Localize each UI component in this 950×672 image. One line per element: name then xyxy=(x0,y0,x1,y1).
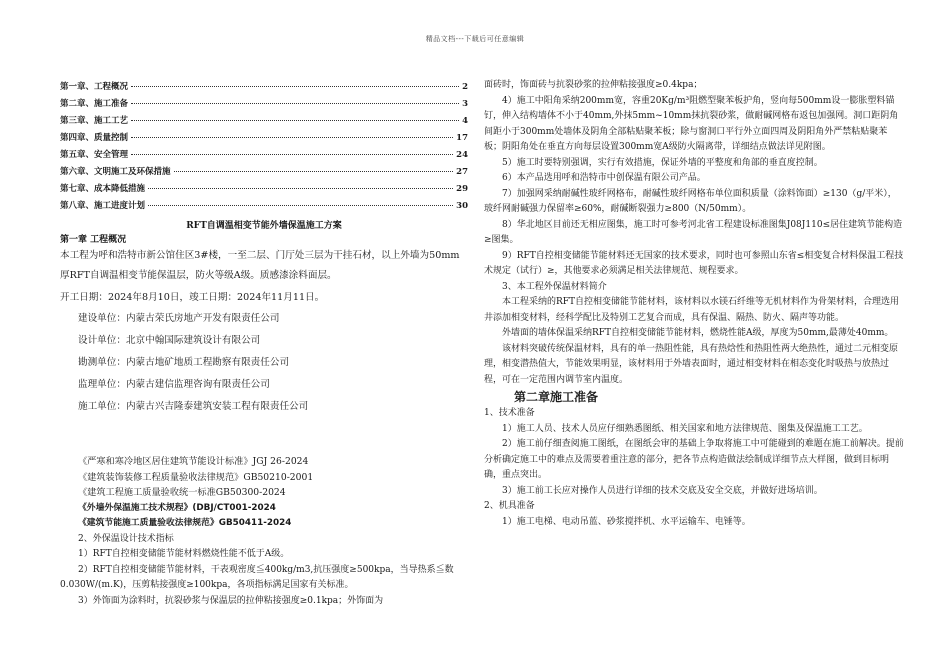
toc-entry[interactable] xyxy=(60,148,468,165)
right-column xyxy=(484,78,904,530)
toc-entry[interactable] xyxy=(60,131,468,148)
paragraph: 2）RFT自控相变储能节能材料，干表观密度≦400kg/m3,抗压强度≥500kpa，当导热系≦数0.030W/(m.K)，压剪粘接强度≥100kpa，各项指标满足国家有关标准。 xyxy=(60,564,454,590)
toc-label: 第二章、施工准备 xyxy=(60,99,129,109)
section-heading: 2、机具准备 xyxy=(484,501,535,511)
paragraph: 8）华北地区目前还无相应图集，施工时可参考河北省工程建设标准图集J08J110≤居住建筑节能构造≥图集。 xyxy=(484,219,903,245)
construction-dates: 开工日期：2024年8月10日，竣工日期：2024年11月11日。 xyxy=(60,292,325,303)
toc-label: 第三章、施工工艺 xyxy=(60,116,129,126)
toc-label: 第七章、成本降低措施 xyxy=(60,184,146,194)
paragraph: 9）RFT自控相变储能节能材料还无国家的技术要求，同时也可参照山东省≤相变复合材料保温工程技术规定（试行）≥，其他要求必须满足相关法律规范、规程要求。 xyxy=(484,250,904,276)
toc-entry[interactable] xyxy=(60,199,468,216)
toc-label: 第五章、安全管理 xyxy=(60,150,129,160)
toc-page: 17 xyxy=(456,133,468,143)
toc-label: 第六章、文明施工及环保措施 xyxy=(60,167,171,177)
toc-leader xyxy=(174,171,454,172)
toc-page: 2 xyxy=(462,82,468,92)
toc-entry[interactable] xyxy=(60,114,468,131)
toc-page: 30 xyxy=(456,201,468,211)
toc-leader xyxy=(131,154,453,155)
toc-label: 第四章、质量控制 xyxy=(60,133,129,143)
paragraph: 5）施工时要特别强调，实行有效措施，保证外墙的平整度和角部的垂直度控制。 xyxy=(502,157,823,168)
overview-paragraph: 本工程为呼和浩特市新公馆住区3#楼，一至二层、门厅处三层为干挂石材，以上外墙为50mm厚RFT自调温相变节能保温层，防火等级A级。质感漆涂料面层。 xyxy=(60,250,460,281)
standard-line: 《建筑节能施工质量验收法律规范》GB50411-2024 xyxy=(78,518,292,528)
toc-leader xyxy=(131,86,459,87)
paragraph: 6）本产品选用呼和浩特市中创保温有限公司产品。 xyxy=(502,173,706,183)
paragraph: 4）施工中阳角采纳200mm宽，容重20Kg/m³阻燃型聚苯板护角，竖向每500mm设一膨胀塑料锚钉，伸入结构墙体不小于40mm,外抹5mm~10mm抹抗裂砂浆，做耐碱网格布返包加强网。洞口距阴角间距小于300mm处墙体及阴角全部粘贴聚苯板；除与窗洞口平行外立面四周及阴阳角外严禁粘贴聚苯板；阴阳角处在垂直方向每层设置300mm宽A级防火隔离带，详细结点做法详见附图。 xyxy=(484,95,899,152)
toc-entry[interactable] xyxy=(60,165,468,182)
paragraph: 外墙面的墙体保温采纳RFT自控相变储能节能材料，燃烧性能A级，厚度为50mm,最薄处40mm。 xyxy=(502,328,894,338)
toc-leader xyxy=(148,205,453,206)
unit-line: 勘测单位：内蒙古地矿地质工程勘察有限责任公司 xyxy=(78,357,290,368)
paragraph: 7）加强网采纳耐碱性玻纤网格布，耐碱性玻纤网格布单位面积质量（涂料饰面）≥130（g/平米），玻纤网耐碱强力保留率≥60%，耐碱断裂强力≥800（N/50mm）。 xyxy=(484,188,897,214)
chapter-1-heading: 第一章 工程概况 xyxy=(60,235,127,245)
design-indicators xyxy=(60,532,468,610)
section-heading: 2、外保温设计技术指标 xyxy=(78,533,174,544)
standard-line: 《建筑工程施工质量验收统一标准GB50300-2024 xyxy=(78,487,286,498)
paragraph: 2）施工前仔细查阅施工图纸，在图纸会审的基础上争取将施工中可能碰到的难题在施工前解决。提前分析确定施工中的难点及需要着重注意的部分，把各节点构造做法绘制成详细节点大样图，做到目标明确，重点突出。 xyxy=(484,439,904,480)
section-heading: 1、技术准备 xyxy=(484,408,535,418)
toc-page: 4 xyxy=(462,116,468,126)
paragraph: 1）施工人员、技术人员应仔细熟悉图纸、相关国家和地方法律规范、图集及保温施工工艺。 xyxy=(502,423,868,434)
toc-page: 29 xyxy=(456,184,468,194)
toc-leader xyxy=(131,120,459,121)
paragraph: 1）施工电梯、电动吊蓝、砂浆搅拌机、水平运输车、电锤等。 xyxy=(502,516,751,527)
toc-leader xyxy=(148,188,453,189)
toc-page: 27 xyxy=(456,167,468,177)
participating-units xyxy=(60,308,468,418)
table-of-contents xyxy=(60,80,468,216)
chapter-2-heading: 第二章施工准备 xyxy=(514,390,599,404)
reference-standards xyxy=(60,454,468,532)
toc-leader xyxy=(131,137,453,138)
toc-page: 24 xyxy=(456,150,468,160)
standard-line: 《外墙外保温施工技术规程》(DBJ/CT001-2024 xyxy=(78,502,276,513)
unit-line: 施工单位：内蒙古兴吉隆泰建筑安装工程有限责任公司 xyxy=(78,401,309,412)
toc-leader xyxy=(131,103,459,104)
toc-label: 第八章、施工进度计划 xyxy=(60,201,146,211)
paragraph: 面砖时，饰面砖与抗裂砂浆的拉伸粘接强度≥0.4kpa； xyxy=(484,80,703,90)
document-title: RFT自调温相变节能外墙保温施工方案 xyxy=(186,221,342,231)
left-column xyxy=(60,80,468,609)
unit-line: 监理单位：内蒙古建信监理咨询有限责任公司 xyxy=(78,379,270,390)
paragraph: 该材料突破传统保温材料，具有的单一热阻性能，具有热焓性和热阻性两大绝热性，通过二元相变原理，相变潜热值大，节能效果明显，该材料用于外墙表面时，通过相变材料在相态变化时吸热与放热过程，可在一定范围内调节室内温度。 xyxy=(484,343,899,385)
section-heading: 3、本工程外保温材料简介 xyxy=(502,281,607,292)
standard-line: 《建筑装饰装修工程质量验收法律规范》GB50210-2001 xyxy=(78,471,314,483)
toc-label: 第一章、工程概况 xyxy=(60,82,129,92)
paragraph: 1）RFT自控相变储能节能材料燃烧性能不低于A级。 xyxy=(78,549,290,559)
header-note: 精品文档---下载后可任意编辑 xyxy=(425,35,525,43)
toc-entry[interactable] xyxy=(60,97,468,114)
toc-page: 3 xyxy=(462,99,468,109)
paragraph: 3）施工前工长应对操作人员进行详细的技术交底及安全交底，并做好进场培训。 xyxy=(502,485,823,496)
paragraph: 本工程采纳的RFT自控相变储能节能材料，该材料以水镁石纤维等无机材料作为骨架材料，合理选用井添加相变材料，经科学配比及特别工艺复合而成，具有保温、隔热、防火、隔声等功能。 xyxy=(484,297,900,323)
paragraph: 3）外饰面为涂料时，抗裂砂浆与保温层的拉伸粘接强度≥0.1kpa；外饰面为 xyxy=(78,595,384,606)
standard-line: 《严寒和寒冷地区居住建筑节能设计标准》JGJ 26-2024 xyxy=(78,456,309,467)
toc-entry[interactable] xyxy=(60,80,468,97)
unit-line: 建设单位：内蒙古荣氏房地产开发有限责任公司 xyxy=(78,313,280,324)
unit-line: 设计单位：北京中翰国际建筑设计有限公司 xyxy=(78,335,261,346)
toc-entry[interactable] xyxy=(60,182,468,199)
